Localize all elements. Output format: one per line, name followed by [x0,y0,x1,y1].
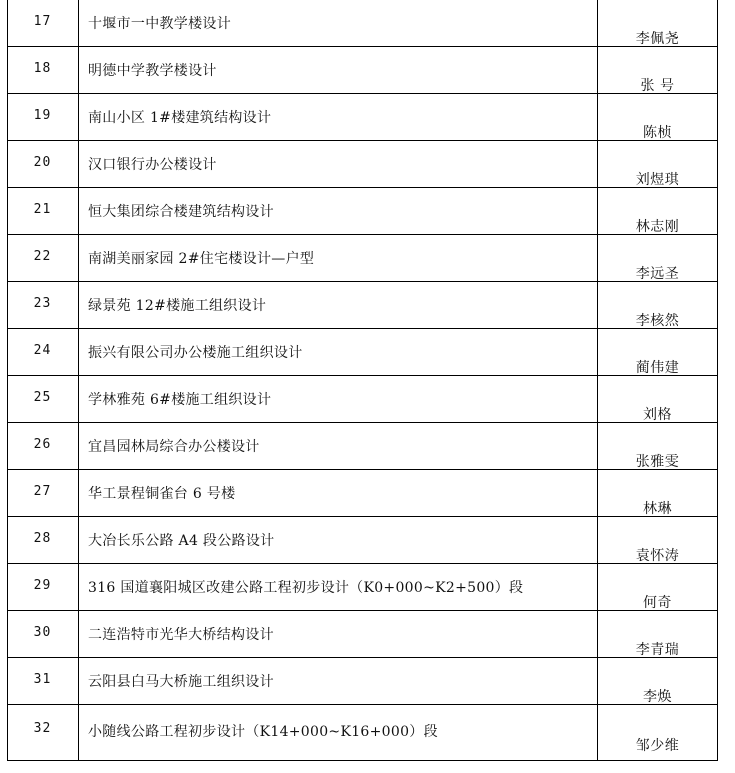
project-title: 宜昌园林局综合办公楼设计 [88,439,260,455]
student-name: 李核然 [635,313,680,329]
table-row [7,282,718,329]
row-number: 30 [33,625,52,640]
student-name: 邹少维 [635,738,680,754]
project-title: 二连浩特市光华大桥结构设计 [88,627,274,643]
column-divider [78,329,79,375]
column-divider [78,47,79,93]
table-row [7,376,718,423]
project-title: 云阳县白马大桥施工组织设计 [88,674,274,690]
row-number: 22 [33,249,52,264]
project-title: 明德中学教学楼设计 [88,63,217,79]
column-divider [78,611,79,657]
table-row [7,517,718,564]
column-divider [717,517,718,563]
column-divider [717,564,718,610]
table-row [7,141,718,188]
table-row [7,94,718,141]
column-divider [717,658,718,704]
student-name: 李青瑞 [635,642,680,658]
project-title: 汉口银行办公楼设计 [88,157,217,173]
row-number: 27 [33,484,52,499]
column-divider [717,282,718,328]
student-name: 李佩尧 [635,31,680,47]
student-name: 刘格 [643,407,672,423]
project-title: 绿景苑 12#楼施工组织设计 [88,298,267,314]
student-name: 刘煜琪 [635,172,680,188]
student-name: 李焕 [643,689,672,705]
column-divider [717,47,718,93]
column-divider [717,141,718,187]
column-divider [78,470,79,516]
project-title: 南湖美丽家园 2#住宅楼设计—户型 [88,251,315,267]
column-divider [78,282,79,328]
row-number: 17 [33,14,52,29]
column-divider [717,0,718,46]
row-number: 26 [33,437,52,452]
student-name: 张 号 [640,78,675,94]
project-title: 十堰市一中教学楼设计 [88,16,231,32]
project-title: 316 国道襄阳城区改建公路工程初步设计（K0+000~K2+500）段 [88,580,524,596]
row-number: 18 [33,61,52,76]
column-divider [717,611,718,657]
column-divider [78,705,79,760]
row-number: 21 [33,202,52,217]
column-divider [78,423,79,469]
table-row [7,188,718,235]
student-name: 林琳 [643,501,672,517]
student-name: 袁怀涛 [635,548,680,564]
project-title: 学林雅苑 6#楼施工组织设计 [88,392,272,408]
table-row [7,47,718,94]
project-title: 恒大集团综合楼建筑结构设计 [88,204,274,220]
row-number: 31 [33,672,52,687]
column-divider [717,94,718,140]
column-divider [78,564,79,610]
student-name: 李远圣 [635,266,680,282]
row-number: 23 [33,296,52,311]
row-number: 28 [33,531,52,546]
project-title: 振兴有限公司办公楼施工组织设计 [88,345,303,361]
table-row [7,235,718,282]
row-number: 25 [33,390,52,405]
student-name: 蔺伟建 [635,360,680,376]
table-row [7,611,718,658]
column-divider [717,423,718,469]
project-title: 大冶长乐公路 A4 段公路设计 [88,533,275,549]
project-title: 小随线公路工程初步设计（K14+000~K16+000）段 [88,724,438,740]
column-divider [78,376,79,422]
column-divider [78,0,79,46]
column-divider [78,188,79,234]
column-divider [78,658,79,704]
row-number: 20 [33,155,52,170]
row-number: 29 [33,578,52,593]
row-number: 19 [33,108,52,123]
student-name: 张雅雯 [635,454,680,470]
project-title: 南山小区 1#楼建筑结构设计 [88,110,272,126]
project-table [7,0,718,761]
column-divider [78,517,79,563]
column-divider [78,94,79,140]
table-row [7,0,718,47]
table-row [7,470,718,517]
student-name: 陈桢 [643,125,672,141]
column-divider [717,376,718,422]
column-divider [717,470,718,516]
table-row [7,423,718,470]
table-row [7,705,718,761]
column-divider [717,235,718,281]
column-divider [78,235,79,281]
table-row [7,564,718,611]
table-row [7,658,718,705]
column-divider [717,188,718,234]
student-name: 何奇 [643,595,672,611]
column-divider [717,329,718,375]
row-number: 32 [33,721,52,736]
project-title: 华工景程铜雀台 6 号楼 [88,486,236,502]
column-divider [78,141,79,187]
table-row [7,329,718,376]
row-number: 24 [33,343,52,358]
column-divider [717,705,718,760]
student-name: 林志刚 [635,219,680,235]
